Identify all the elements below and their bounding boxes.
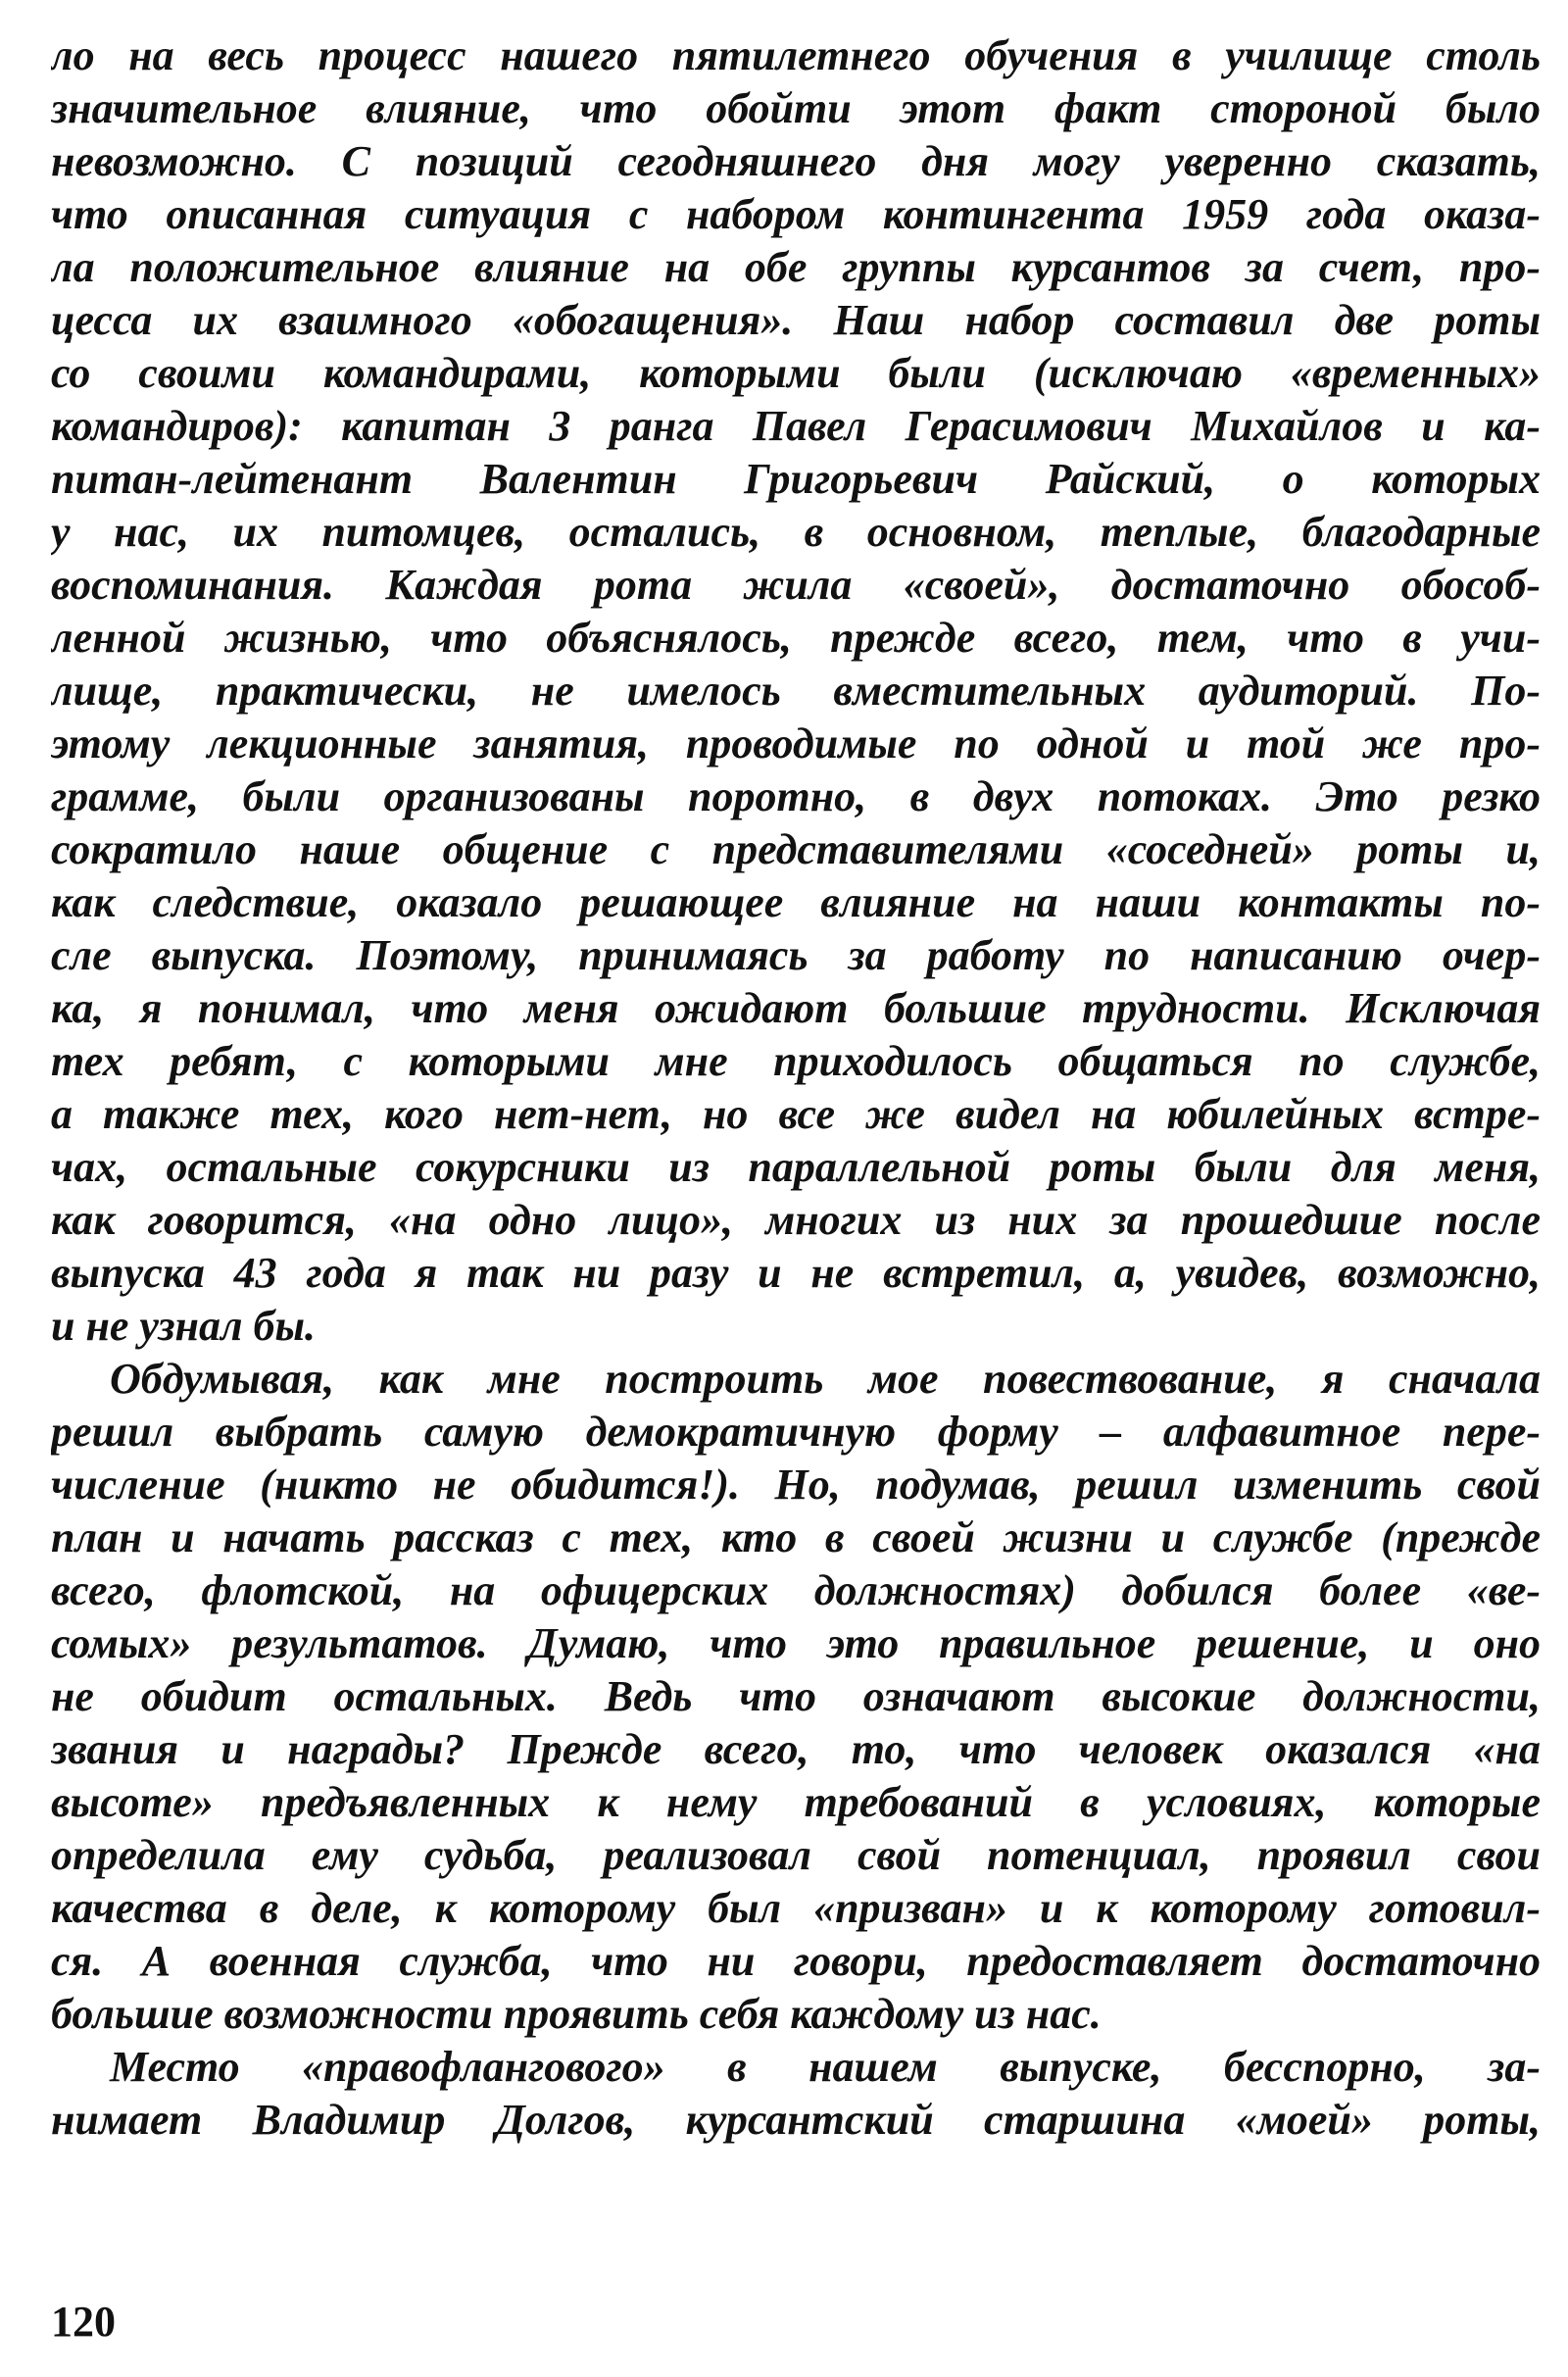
text-line: значительное влияние, что обойти этот факт стороной было — [51, 84, 1541, 132]
text-line: ло на весь процесс нашего пятилетнего обучения в училище столь — [51, 31, 1541, 79]
text-line: ленной жизнью, что объяснялось, прежде всего, тем, что в учи- — [51, 614, 1541, 662]
text-line: этому лекционные занятия, проводимые по одной и той же про- — [51, 719, 1541, 768]
text-line: у нас, их питомцев, остались, в основном, теплые, благодарные — [51, 508, 1541, 556]
text-line: высоте» предъявленных к нему требований в условиях, которые — [51, 1778, 1541, 1826]
text-line: числение (никто не обидится!). Но, подумав, решил изменить свой — [51, 1461, 1541, 1509]
paragraph-1 — [51, 29, 1541, 1353]
text-line: определила ему судьба, реализовал свой потенциал, проявил свои — [51, 1831, 1541, 1879]
text-line: качества в деле, к которому был «призван» и к которому готовил- — [51, 1884, 1541, 1932]
text-line: не обидит остальных. Ведь что означают высокие должности, — [51, 1672, 1541, 1720]
text-line: что описанная ситуация с набором контингента 1959 года оказа- — [51, 190, 1541, 238]
text-line: воспоминания. Каждая рота жила «своей», достаточно обособ- — [51, 561, 1541, 609]
text-line: командиров): капитан 3 ранга Павел Герасимович Михайлов и ка- — [51, 402, 1541, 450]
text-line: звания и награды? Прежде всего, то, что человек оказался «на — [51, 1725, 1541, 1773]
text-line: и не узнал бы. — [51, 1302, 317, 1350]
text-line: ла положительное влияние на обе группы курсантов за счет, про- — [51, 243, 1541, 291]
text-line: ка, я понимал, что меня ожидают большие трудности. Исключая — [51, 984, 1541, 1032]
text-line: со своими командирами, которыми были (исключаю «временных» — [51, 349, 1541, 397]
text-line: а также тех, кого нет-нет, но все же видел на юбилейных встре- — [51, 1090, 1541, 1138]
text-line: большие возможности проявить себя каждому из нас. — [51, 1990, 1102, 2038]
text-line: чах, остальные сокурсники из параллельной роты были для меня, — [51, 1143, 1541, 1191]
text-line: сократило наше общение с представителями «соседней» роты и, — [51, 825, 1541, 873]
book-page — [51, 29, 1541, 2362]
text-line: сомых» результатов. Думаю, что это правильное решение, и оно — [51, 1619, 1541, 1667]
text-line: нимает Владимир Долгов, курсантский старшина «моей» роты, — [51, 2096, 1541, 2144]
text-line: сле выпуска. Поэтому, принимаясь за работу по написанию очер- — [51, 931, 1541, 979]
text-line: выпуска 43 года я так ни разу и не встретил, а, увидев, возможно, — [51, 1249, 1541, 1297]
text-line: грамме, были организованы поротно, в двух потоках. Это резко — [51, 772, 1541, 820]
paragraph-3 — [51, 2041, 1541, 2147]
text-line: как следствие, оказало решающее влияние на наши контакты по- — [51, 878, 1541, 926]
text-line: ся. А военная служба, что ни говори, предоставляет достаточно — [51, 1937, 1541, 1985]
text-line: невозможно. С позиций сегодняшнего дня могу уверенно сказать, — [51, 137, 1541, 185]
text-line: тех ребят, с которыми мне приходилось общаться по службе, — [51, 1037, 1541, 1085]
text-line: решил выбрать самую демократичную форму – алфавитное пере- — [51, 1408, 1541, 1456]
text-line: питан-лейтенант Валентин Григорьевич Райский, о которых — [51, 455, 1541, 503]
text-line: цесса их взаимного «обогащения». Наш набор составил две роты — [51, 296, 1541, 344]
paragraph-2 — [51, 1353, 1541, 2041]
text-line: Обдумывая, как мне построить мое повествование, я сначала — [110, 1355, 1541, 1403]
page-number: 120 — [51, 2298, 116, 2346]
text-line: план и начать рассказ с тех, кто в своей жизни и службе (прежде — [51, 1513, 1541, 1561]
text-line: всего, флотской, на офицерских должностях) добился более «ве- — [51, 1566, 1541, 1614]
text-line: Место «правофлангового» в нашем выпуске, бесспорно, за- — [110, 2043, 1541, 2091]
text-line: лище, практически, не имелось вместительных аудиторий. По- — [51, 667, 1541, 715]
text-line: как говорится, «на одно лицо», многих из них за прошедшие после — [51, 1196, 1541, 1244]
